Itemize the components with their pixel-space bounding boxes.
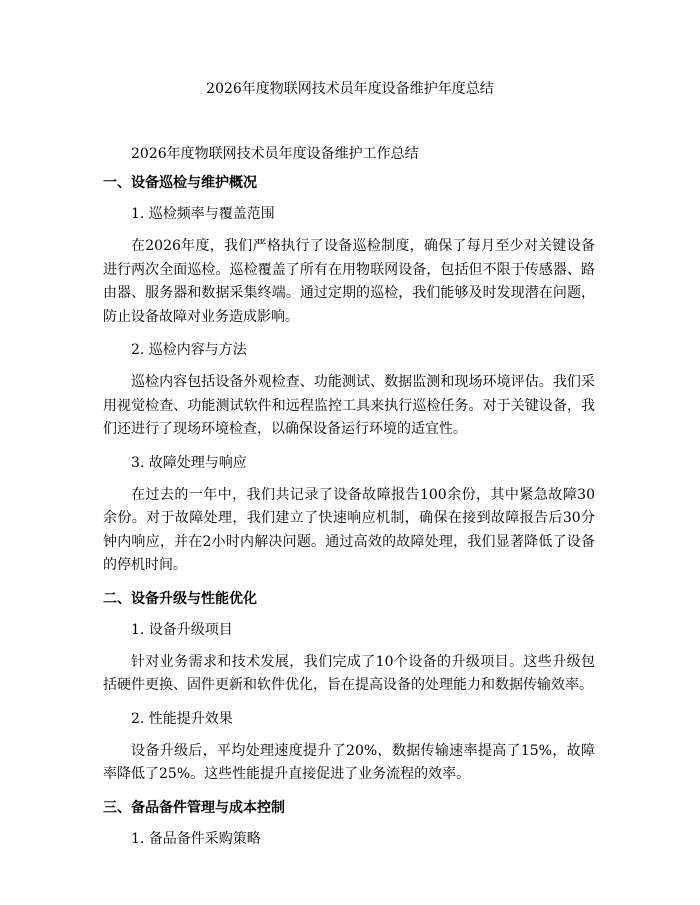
section-heading: 二、设备升级与性能优化 (103, 590, 257, 607)
paragraph: 巡检内容包括设备外观检查、功能测试、数据监测和现场环境评估。我们采用视觉检查、功能测试软件和远程监控工具来执行巡检任务。对于关键设备，我们还进行了现场环境检查，以确保设备运行环境的适宜性。 (103, 374, 595, 437)
section-heading: 三、备品备件管理与成本控制 (103, 799, 285, 816)
paragraph: 针对业务需求和技术发展，我们完成了10个设备的升级项目。这些升级包括硬件更换、固件更新和软件优化，旨在提高设备的处理能力和数据传输效率。 (103, 653, 595, 693)
subsection-title: 1. 设备升级项目 (131, 621, 233, 638)
subsection-title: 2. 巡检内容与方法 (131, 342, 247, 358)
paragraph: 在过去的一年中，我们共记录了设备故障报告100余份，其中紧急故障30余份。对于故障处理，我们建立了快速响应机制，确保在接到故障报告后30分钟内响应，并在2小时内解决问题。通过高效的故障处理，我们显著降低了设备的停机时间。 (103, 486, 595, 573)
subsection-title: 1. 备品备件采购策略 (131, 830, 261, 847)
document-title: 2026年度物联网技术员年度设备维护年度总结 (206, 81, 494, 97)
document-body (103, 173, 595, 860)
paragraph: 在2026年度，我们严格执行了设备巡检制度，确保了每月至少对关键设备进行两次全面巡检。巡检覆盖了所有在用物联网设备，包括但不限于传感器、路由器、服务器和数据采集终端。通过定期的巡检，我们能够及时发现潜在问题，防止设备故障对业务造成影响。 (103, 238, 595, 325)
document-subtitle: 2026年度物联网技术员年度设备维护工作总结 (131, 146, 419, 162)
subsection-title: 1. 巡检频率与覆盖范围 (131, 206, 275, 222)
subsection-title: 2. 性能提升效果 (131, 710, 233, 727)
section-heading: 一、设备巡检与维护概况 (103, 175, 257, 191)
subsection-title: 3. 故障处理与响应 (131, 454, 247, 471)
paragraph: 设备升级后，平均处理速度提升了20%，数据传输速率提高了15%，故障率降低了25%。这些性能提升直接促进了业务流程的效率。 (103, 742, 595, 782)
